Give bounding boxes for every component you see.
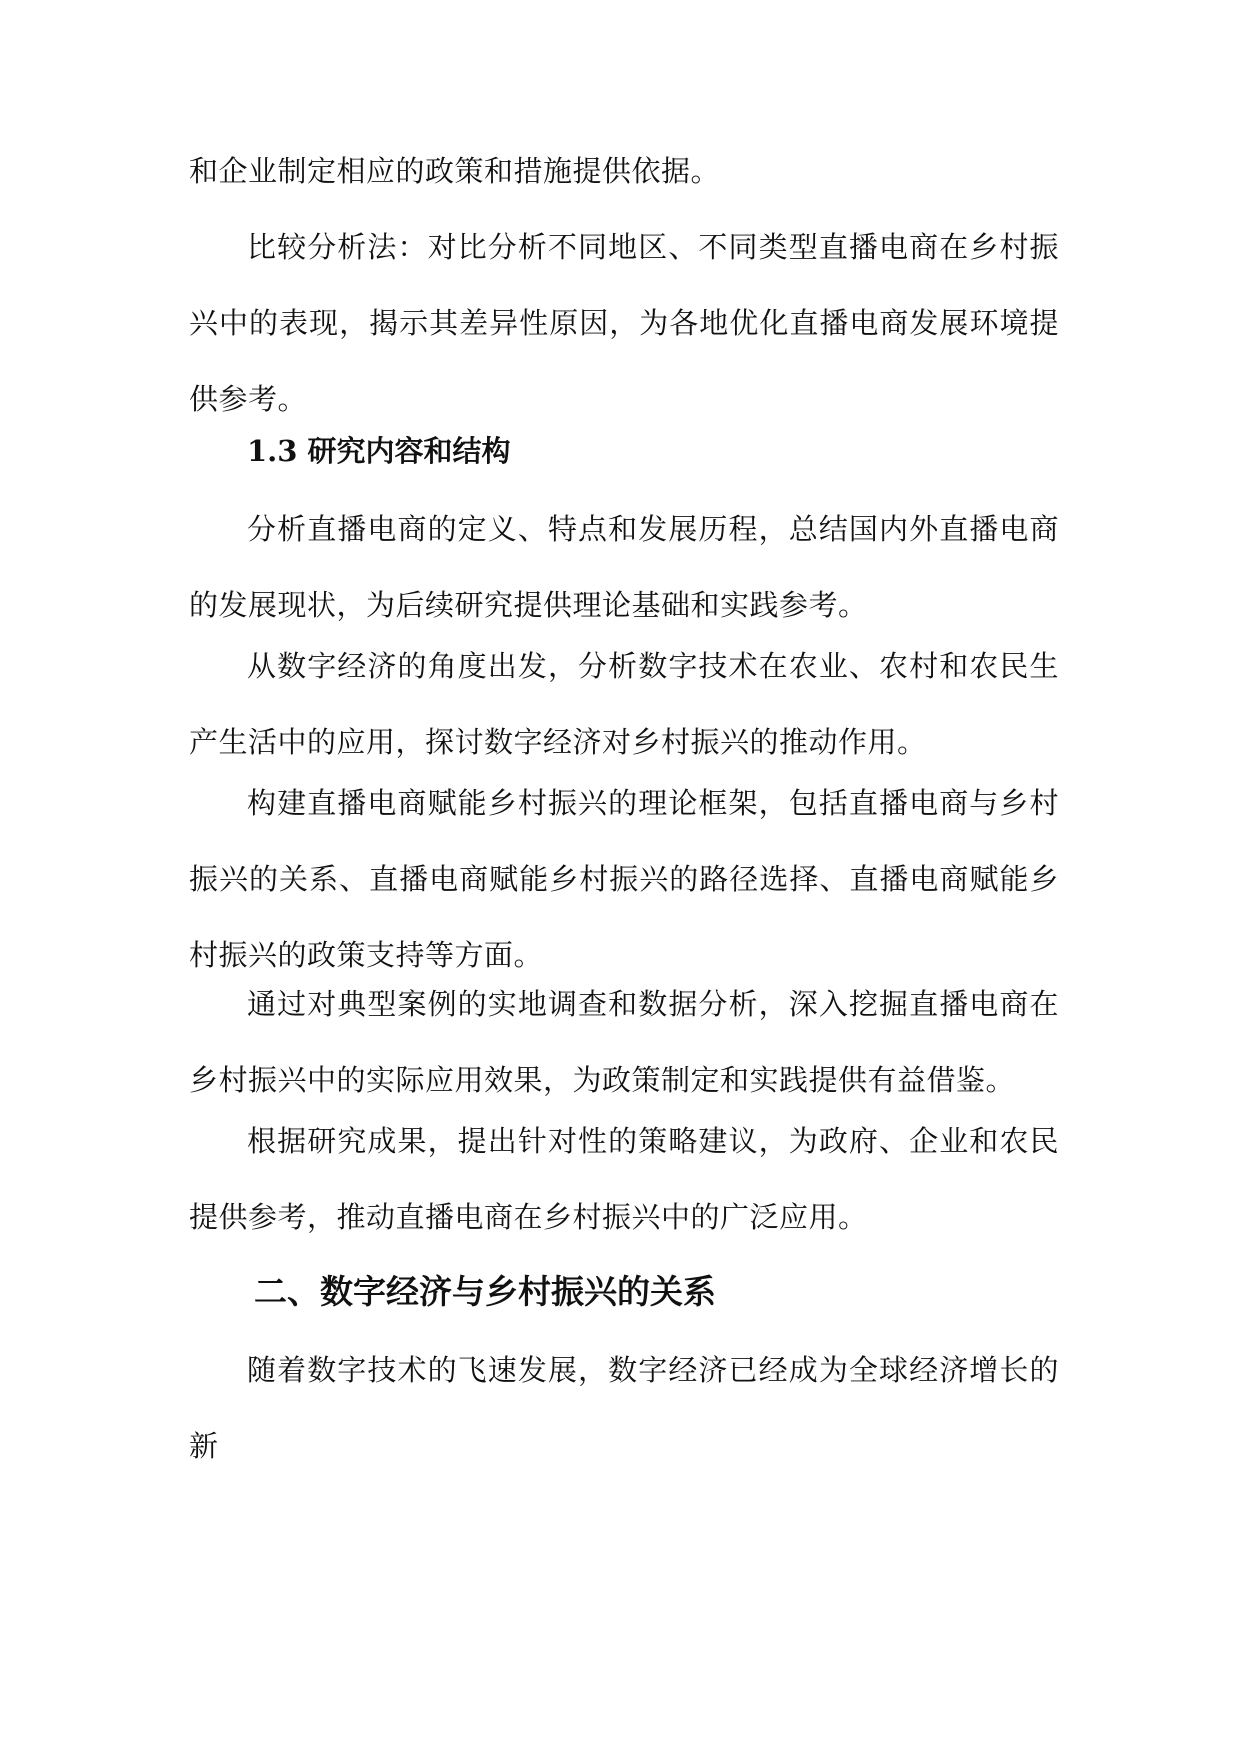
comparative-analysis-paragraph: 比较分析法：对比分析不同地区、不同类型直播电商在乡村振兴中的表现，揭示其差异性原因，为各地优化直播电商发展环境提供参考。	[189, 230, 1059, 416]
section-paragraph-1: 分析直播电商的定义、特点和发展历程，总结国内外直播电商的发展现状，为后续研究提供理论基础和实践参考。	[189, 512, 1059, 622]
chapter-paragraph: 随着数字技术的飞速发展，数字经济已经成为全球经济增长的新	[189, 1353, 1059, 1463]
section-paragraph-3: 构建直播电商赋能乡村振兴的理论框架，包括直播电商与乡村振兴的关系、直播电商赋能乡村振兴的路径选择、直播电商赋能乡村振兴的政策支持等方面。	[189, 786, 1059, 972]
section-paragraph-2: 从数字经济的角度出发，分析数字技术在农业、农村和农民生产生活中的应用，探讨数字经济对乡村振兴的推动作用。	[189, 649, 1059, 759]
continuation-paragraph: 和企业制定相应的政策和措施提供依据。	[189, 154, 721, 188]
section-heading: 1.3 研究内容和结构	[247, 434, 511, 468]
section-paragraph-5: 根据研究成果，提出针对性的策略建议，为政府、企业和农民提供参考，推动直播电商在乡村振兴中的广泛应用。	[189, 1124, 1059, 1234]
chapter-heading: 二、数字经济与乡村振兴的关系	[254, 1272, 716, 1311]
section-paragraph-4: 通过对典型案例的实地调查和数据分析，深入挖掘直播电商在乡村振兴中的实际应用效果，为政策制定和实践提供有益借鉴。	[189, 987, 1059, 1097]
